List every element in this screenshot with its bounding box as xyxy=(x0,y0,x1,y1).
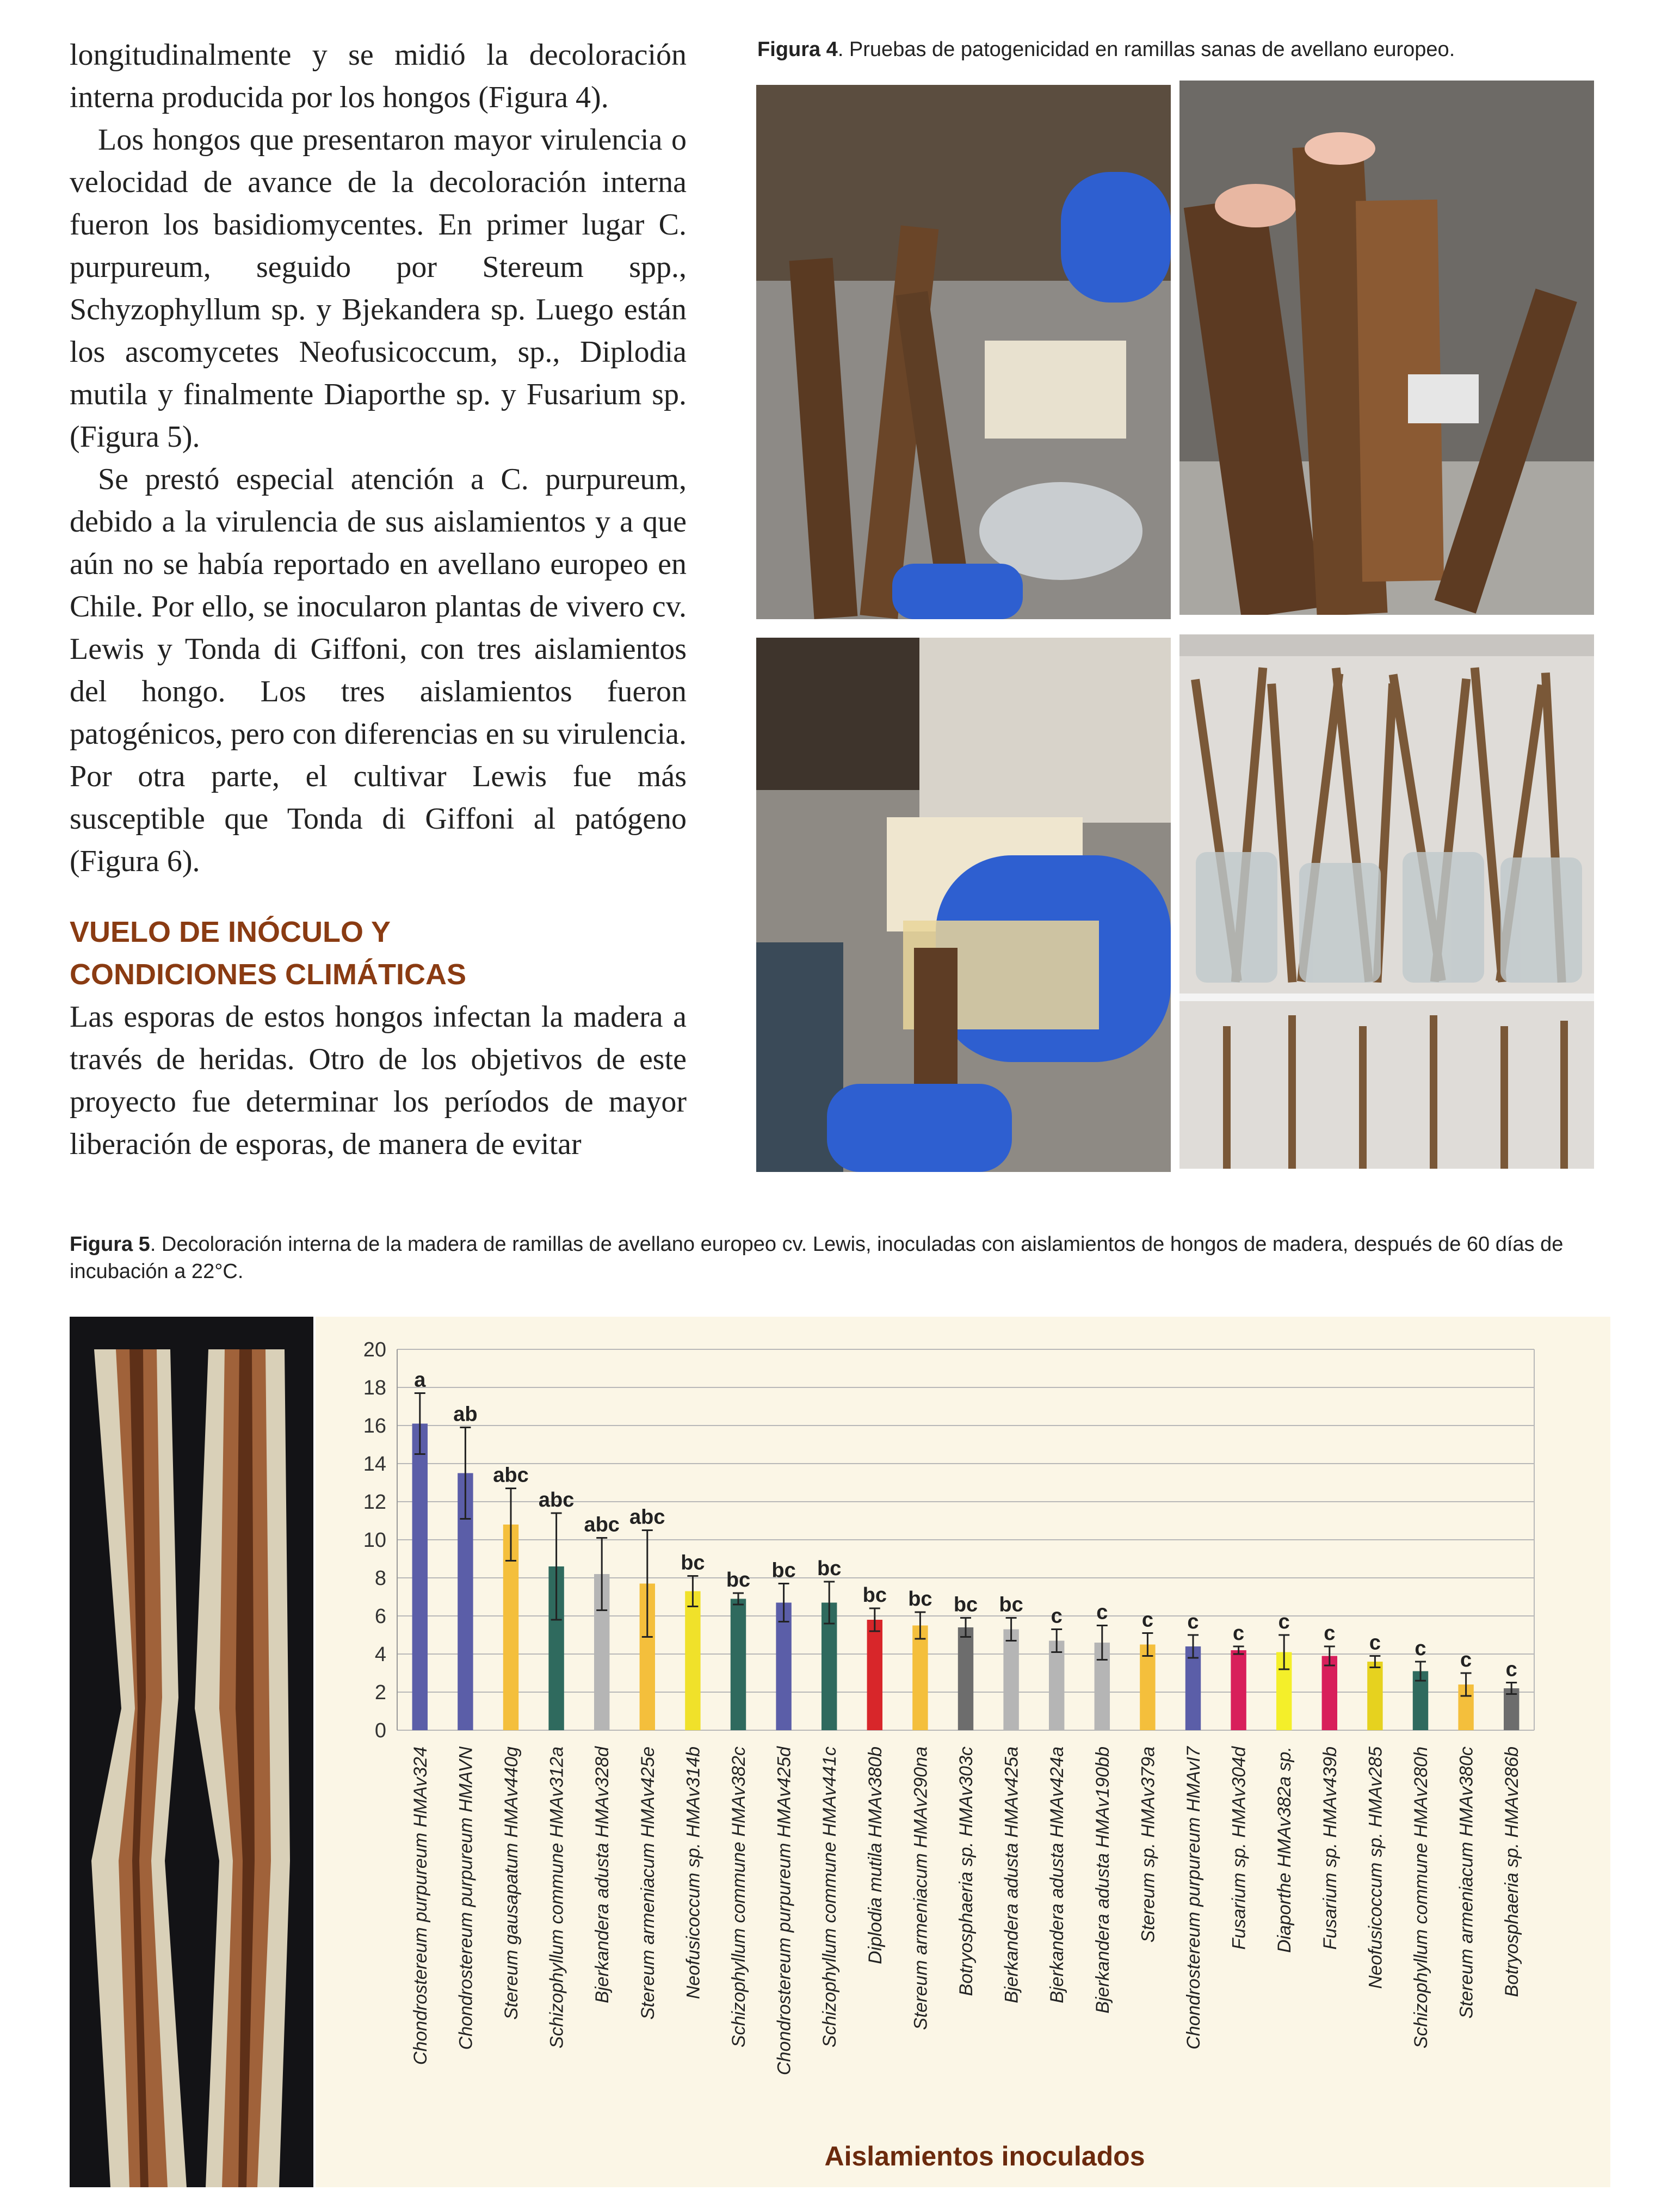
x-tick-label-16: Bjerkandera adusta HMAv190bb xyxy=(1092,1747,1113,2014)
bar-7 xyxy=(685,1591,700,1731)
significance-letter-3: abc xyxy=(493,1464,529,1487)
x-tick-label-13: Botryosphaeria sp. HMAv303c xyxy=(956,1747,977,1996)
bar-22 xyxy=(1367,1662,1382,1730)
x-tick-label-1: Chondrostereum purpureum HMAv324 xyxy=(410,1747,431,2065)
y-tick-label-14: 14 xyxy=(363,1453,386,1476)
y-tick-label-12: 12 xyxy=(363,1491,386,1514)
chart-x-tick-labels xyxy=(410,1746,1522,2075)
photo-split-twig-discoloration xyxy=(70,1317,313,2187)
y-tick-label-2: 2 xyxy=(374,1681,386,1704)
significance-letter-4: abc xyxy=(538,1489,575,1511)
y-tick-label-6: 6 xyxy=(374,1605,386,1628)
x-tick-label-6: Stereum armeniacum HMAv425e xyxy=(637,1747,658,2020)
x-tick-label-10: Schizophyllum commune HMAv441c xyxy=(819,1747,841,2048)
x-tick-label-3: Stereum gausapatum HMAv440g xyxy=(501,1747,522,2020)
photo-incubator-jars xyxy=(1179,634,1594,1169)
y-tick-label-8: 8 xyxy=(374,1567,386,1590)
section-heading xyxy=(70,911,687,996)
significance-letter-24: c xyxy=(1460,1649,1472,1671)
significance-letter-9: bc xyxy=(771,1559,796,1582)
chart-x-axis-title: Aislamientos inoculados xyxy=(824,2141,1145,2171)
significance-letter-14: bc xyxy=(999,1593,1023,1616)
bar-11 xyxy=(867,1620,882,1730)
x-tick-label-24: Stereum armeniacum HMAv380c xyxy=(1456,1747,1477,2019)
significance-letter-15: c xyxy=(1051,1605,1063,1628)
y-tick-label-4: 4 xyxy=(374,1643,386,1666)
figure-4-label: Figura 4 xyxy=(757,38,838,61)
photo-pipette-inoculation xyxy=(756,85,1171,619)
x-tick-label-9: Chondrostereum purpureum HMAv425d xyxy=(774,1747,795,2076)
significance-letter-6: abc xyxy=(629,1505,665,1529)
significance-letter-2: ab xyxy=(453,1403,478,1426)
significance-letter-22: c xyxy=(1369,1631,1381,1655)
bar-13 xyxy=(958,1627,973,1730)
significance-letter-10: bc xyxy=(817,1557,842,1580)
section-heading-line-2: CONDICIONES CLIMÁTICAS xyxy=(70,958,466,991)
x-tick-label-22: Neofusicoccum sp. HMAv285 xyxy=(1365,1747,1386,1989)
x-tick-label-23: Schizophyllum commune HMAv280h xyxy=(1411,1747,1431,2048)
significance-letter-5: abc xyxy=(584,1513,620,1537)
section-heading-line-1: VUELO DE INÓCULO Y xyxy=(70,916,391,948)
y-tick-label-0: 0 xyxy=(374,1719,386,1742)
x-tick-label-19: Fusarium sp. HMAv304d xyxy=(1228,1747,1250,1950)
significance-letter-21: c xyxy=(1324,1622,1336,1645)
bar-12 xyxy=(912,1626,928,1731)
bar-18 xyxy=(1185,1646,1201,1730)
x-tick-label-8: Schizophyllum commune HMAv382c xyxy=(728,1747,749,2048)
chart-bars xyxy=(412,1424,1520,1731)
significance-letter-16: c xyxy=(1096,1601,1108,1624)
figure-4-caption xyxy=(757,36,1628,63)
significance-letter-17: c xyxy=(1141,1608,1153,1632)
significance-letter-23: c xyxy=(1415,1637,1426,1660)
significance-letter-11: bc xyxy=(862,1584,887,1607)
x-tick-label-11: Diplodia mutila HMAv380b xyxy=(864,1747,886,1965)
paragraph-2: Los hongos que presentaron mayor virulencia o velocidad de avance de la decoloración interna fueron los basidiomycentes. En primer lugar C. purpureum, seguido por Stereum spp., Schyzophyllum sp. y Bjekandera sp. Luego están los ascomycetes Neofusicoccum, sp., Diplodia mutila y finalmente Diaporthe sp. y Fusarium sp. (Figura 5). xyxy=(70,123,687,454)
bar-15 xyxy=(1049,1641,1064,1731)
bar-1 xyxy=(412,1424,428,1731)
x-tick-label-7: Neofusicoccum sp. HMAv314b xyxy=(683,1747,704,2000)
y-tick-label-20: 20 xyxy=(363,1338,386,1361)
paragraph-4: Las esporas de estos hongos infectan la madera a través de heridas. Otro de los objetivos de este proyecto fue determinar los períodos de mayor liberación de esporas, de manera de evitar xyxy=(70,1000,687,1161)
bar-21 xyxy=(1322,1656,1337,1731)
figure-5-label: Figura 5 xyxy=(70,1233,150,1256)
figure-5-caption-text: . Decoloración interna de la madera de ramillas de avellano europeo cv. Lewis, inoculadas con aislamientos de hongos de madera, después de 60 días de incubación a 22°C. xyxy=(70,1233,1564,1283)
y-tick-label-16: 16 xyxy=(363,1415,386,1437)
x-tick-label-5: Bjerkandera adusta HMAv328d xyxy=(592,1747,613,2003)
y-tick-label-10: 10 xyxy=(363,1529,386,1552)
x-tick-label-25: Botryosphaeria sp. HMAv286b xyxy=(1502,1747,1523,1997)
chart-svg xyxy=(316,1317,1610,2187)
photo-inoculated-twigs-closeup xyxy=(1179,81,1594,615)
article-text-column xyxy=(70,34,687,1165)
significance-letter-12: bc xyxy=(908,1588,932,1611)
x-tick-label-18: Chondrostereum purpureum HMAvI7 xyxy=(1183,1747,1204,2050)
x-tick-label-20: Diaporthe HMAv382a sp. xyxy=(1274,1747,1295,1953)
significance-letter-19: c xyxy=(1233,1622,1245,1645)
x-tick-label-14: Bjerkandera adusta HMAv425a xyxy=(1001,1747,1022,2003)
figure-4-caption-text: . Pruebas de patogenicidad en ramillas sanas de avellano europeo. xyxy=(837,38,1455,61)
figure-5-chart xyxy=(316,1317,1610,2187)
x-tick-label-12: Stereum armeniacum HMAv290na xyxy=(910,1747,931,2030)
paragraph-1: longitudinalmente y se midió la decoloración interna producida por los hongos (Figura 4). xyxy=(70,38,687,114)
x-tick-label-21: Fusarium sp. HMAv439b xyxy=(1319,1747,1341,1950)
bar-17 xyxy=(1140,1645,1155,1731)
x-tick-label-4: Schizophyllum commune HMAv312a xyxy=(546,1747,567,2048)
paragraph-3: Se prestó especial atención a C. purpureum, debido a la virulencia de sus aislamientos y a que aún no se había reportado en avellano europeo en Chile. Por ello, se inocularon plantas de vivero cv. Lewis y Tonda di Giffoni, con tres aislamientos del hongo. Los tres aislamientos fueron patogénicos, pero con diferencias en su virulencia. Por otra parte, el cultivar Lewis fue más susceptible que Tonda di Giffoni al patógeno (Figura 6). xyxy=(70,462,687,878)
photo-sealing-twig xyxy=(756,638,1171,1172)
y-tick-label-18: 18 xyxy=(363,1377,386,1399)
significance-letter-25: c xyxy=(1505,1658,1517,1681)
x-tick-label-2: Chondrostereum purpureum HMAVN xyxy=(455,1747,477,2050)
bar-19 xyxy=(1231,1650,1246,1730)
x-tick-label-15: Bjerkandera adusta HMAv424a xyxy=(1047,1747,1068,2003)
significance-letter-18: c xyxy=(1187,1611,1199,1633)
significance-letter-20: c xyxy=(1278,1611,1290,1633)
x-tick-label-17: Stereum sp. HMAv379a xyxy=(1138,1747,1159,1943)
significance-letter-1: a xyxy=(414,1368,426,1392)
significance-letter-13: bc xyxy=(953,1593,978,1616)
chart-y-axis xyxy=(363,1338,386,1742)
significance-letter-7: bc xyxy=(681,1551,705,1575)
significance-letter-8: bc xyxy=(726,1569,751,1591)
bar-14 xyxy=(1003,1630,1018,1731)
figure-5-caption xyxy=(70,1231,1615,1285)
bar-8 xyxy=(731,1599,746,1731)
